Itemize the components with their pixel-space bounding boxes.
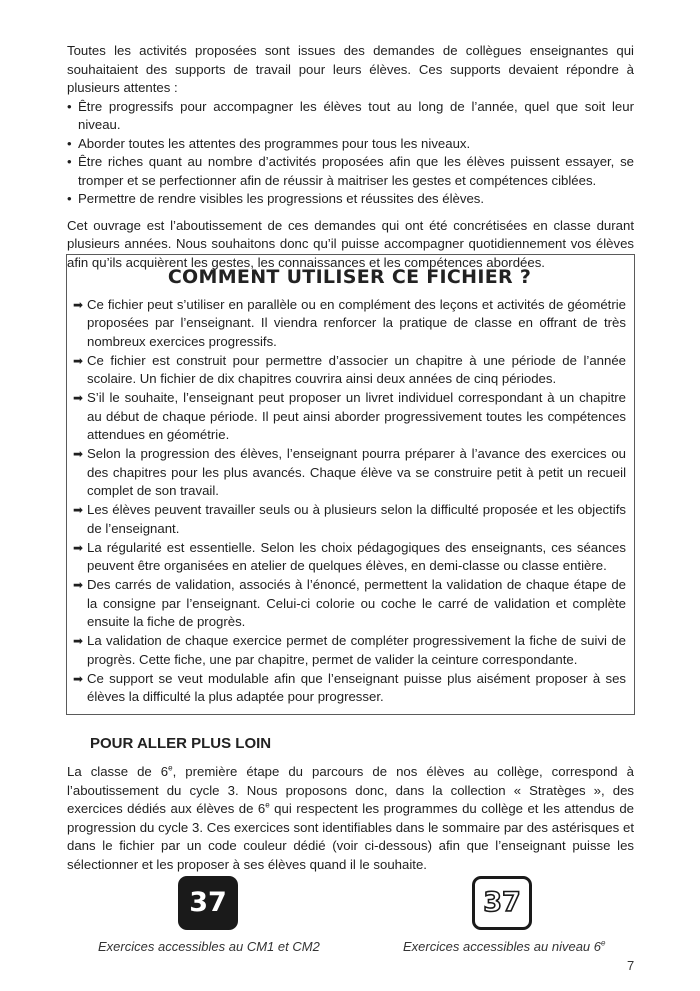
- arrow-right-icon: ➡: [73, 578, 84, 593]
- box-title: COMMENT UTILISER CE FICHIER ?: [167, 266, 532, 288]
- list-item: • Permettre de rendre visibles les progressions et réussites des élèves.: [67, 190, 634, 209]
- usage-box: [66, 254, 635, 715]
- intro-paragraph-2: Cet ouvrage est l’aboutissement de ces demandes qui ont été concrétisées en classe durant plusieurs années. Nous souhaitons donc qu’il puisse accompagner quotidiennement vos élèves afin qu’ils acquièrent les gestes, les connaissances et les compétences abordées.: [67, 217, 634, 270]
- list-item: ➡ Selon la progression des élèves, l’enseignant pourra préparer à l’avance des exercices ou des chapitres pour les plus avancés. Chaque élève va se construire petit à petit un recueil complet de son travail.: [73, 446, 626, 498]
- badge-caption-cm: Exercices accessibles au CM1 et CM2: [98, 939, 320, 954]
- arrow-right-icon: ➡: [73, 353, 84, 368]
- list-item: • Être progressifs pour accompagner les élèves tout au long de l’année, quel que soit leur niveau.: [67, 98, 634, 135]
- list-item: • Aborder toutes les attentes des programmes pour tous les niveaux.: [67, 135, 634, 154]
- intro-paragraph: Toutes les activités proposées sont issues des demandes de collègues enseignantes qui souhaitaient des supports de travail pour leurs élèves. Ces supports devaient répondre à plusieurs attentes :: [67, 43, 634, 95]
- list-item: ➡ Les élèves peuvent travailler seuls ou à plusieurs selon la difficulté proposée et les objectifs de l’enseignant.: [73, 502, 626, 536]
- arrow-right-icon: ➡: [73, 503, 84, 518]
- arrow-right-icon: ➡: [73, 671, 84, 686]
- page-number: 7: [627, 958, 635, 973]
- list-item: • Être riches quant au nombre d’activités proposées afin que les élèves puissent essayer, se tromper et se perfectionner afin de réussir à maitriser les gestes et compétences ciblées.: [67, 153, 634, 190]
- list-item: ➡ Ce fichier peut s’utiliser en parallèle ou en complément des leçons et activités de géométrie proposées par l’enseignant. Il viendra renforcer la pratique de classe en offrant de très nombreux exercices progressifs.: [73, 297, 626, 349]
- list-item: ➡ Ce support se veut modulable afin que l’enseignant puisse plus aisément proposer à ses élèves la difficulté la plus adaptée pour progresser.: [73, 670, 626, 705]
- list-item: ➡ La validation de chaque exercice permet de compléter progressivement la fiche de suivi de progrès. Cette fiche, une par chapitre, permet de valider la ceinture correspondante.: [73, 633, 626, 667]
- arrow-right-icon: ➡: [73, 298, 84, 312]
- badge-caption-6e: Exercices accessibles au niveau 6e: [403, 938, 606, 954]
- arrow-right-icon: ➡: [73, 540, 84, 555]
- intro-section: [67, 42, 634, 272]
- further-paragraph: La classe de 6e, première étape du parcours de nos élèves au collège, correspond à l’aboutissement du cycle 3. Nous proposons donc, dans la collection « Stratèges », des exercices dédiés aux élèves de 6e qui respectent les programmes du collège et les attendus de progression du cycle 3. Ces exercices sont identifiables dans le sommaire par des astérisques et dans le fichier par un code couleur dédié (voir ci-dessous) afin que l’enseignant puisse les sélectionner et les proposer à ses élèves quand il le souhaite.: [67, 763, 634, 872]
- section-title: POUR ALLER PLUS LOIN: [90, 735, 272, 752]
- arrow-right-icon: ➡: [73, 634, 84, 649]
- intro-bullet-list: [67, 98, 634, 209]
- level-badge-dark: 37: [178, 876, 238, 930]
- level-badge-outline: 37: [472, 876, 532, 930]
- arrow-right-icon: ➡: [73, 447, 84, 462]
- list-item: ➡ Ce fichier est construit pour permettre d’associer un chapitre à une période de l’année scolaire. Un fichier de dix chapitres couvrira ainsi deux années de cinq périodes.: [73, 352, 626, 387]
- list-item: ➡ S’il le souhaite, l’enseignant peut proposer un livret individuel correspondant à un chapitre au début de chaque période. Il peut ainsi aborder progressivement toutes les compétences attendues en géométrie.: [73, 390, 626, 443]
- list-item: ➡ La régularité est essentielle. Selon les choix pédagogiques des enseignants, ces séances peuvent être organisées en atelier de quelques élèves, en demi-classe ou classe entière.: [73, 539, 626, 574]
- list-item: ➡ Des carrés de validation, associés à l’énoncé, permettent la validation de chaque étape de la consigne par l’enseignant. Celui-ci colorie ou coche le carré de validation et complète ensuite la fiche de progrès.: [73, 577, 626, 630]
- usage-list: [73, 296, 626, 707]
- arrow-right-icon: ➡: [73, 391, 84, 406]
